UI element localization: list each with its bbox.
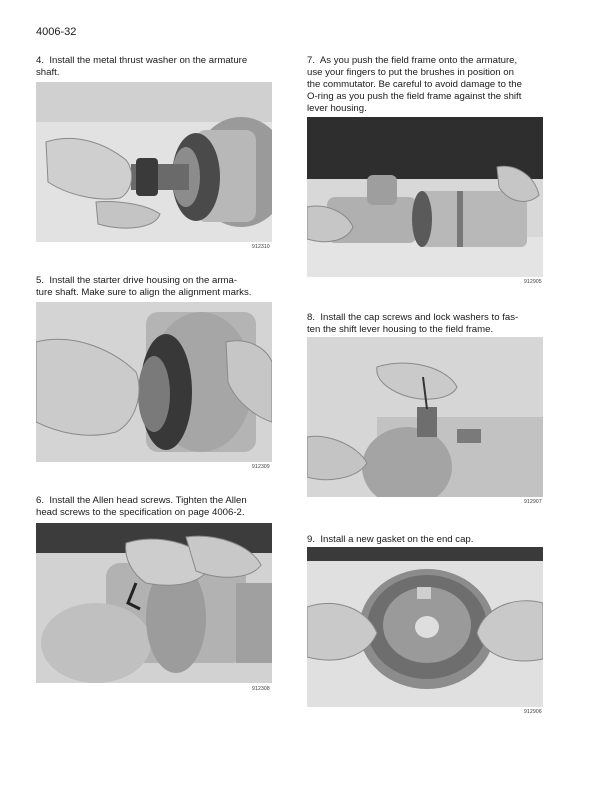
step-9-number: 9. xyxy=(307,534,316,545)
step-5-number: 5. xyxy=(36,275,45,286)
step-8-figure-number: 912907 xyxy=(524,499,542,505)
step-9-figure-number: 912906 xyxy=(524,709,542,715)
step-5-photo xyxy=(36,302,272,462)
step-7-figure-number: 912905 xyxy=(524,279,542,285)
step-8-photo xyxy=(307,337,543,497)
step-4-photo xyxy=(36,82,272,242)
step-8-text: 8. Install the cap screws and lock washers to fas- ten the shift lever housing to the field frame. xyxy=(307,312,519,335)
page-number: 4006-32 xyxy=(36,26,77,38)
step-4-number: 4. xyxy=(36,55,45,66)
step-6-photo xyxy=(36,523,272,683)
step-9-text: 9. Install a new gasket on the end cap. xyxy=(307,534,474,545)
step-7-text: 7. As you push the field frame onto the armature, use your fingers to put the brushes in position on the commutator. Be careful to avoid damage to the O-ring as you push the field frame against the shift lever housing. xyxy=(307,55,522,114)
step-4-figure-number: 912310 xyxy=(252,244,270,250)
step-9-photo xyxy=(307,547,543,707)
step-8-number: 8. xyxy=(307,312,316,323)
step-4-text: 4. Install the metal thrust washer on the armature shaft. xyxy=(36,55,248,78)
step-7-number: 7. xyxy=(307,55,316,66)
step-5-text: 5. Install the starter drive housing on the arma- ture shaft. Make sure to align the alignment marks. xyxy=(36,275,252,298)
step-7-photo xyxy=(307,117,543,277)
step-6-number: 6. xyxy=(36,495,45,506)
step-6-text: 6. Install the Allen head screws. Tighten the Allen head screws to the specification on page 4006-2. xyxy=(36,495,247,518)
step-5-figure-number: 912309 xyxy=(252,464,270,470)
step-6-figure-number: 912308 xyxy=(252,686,270,692)
